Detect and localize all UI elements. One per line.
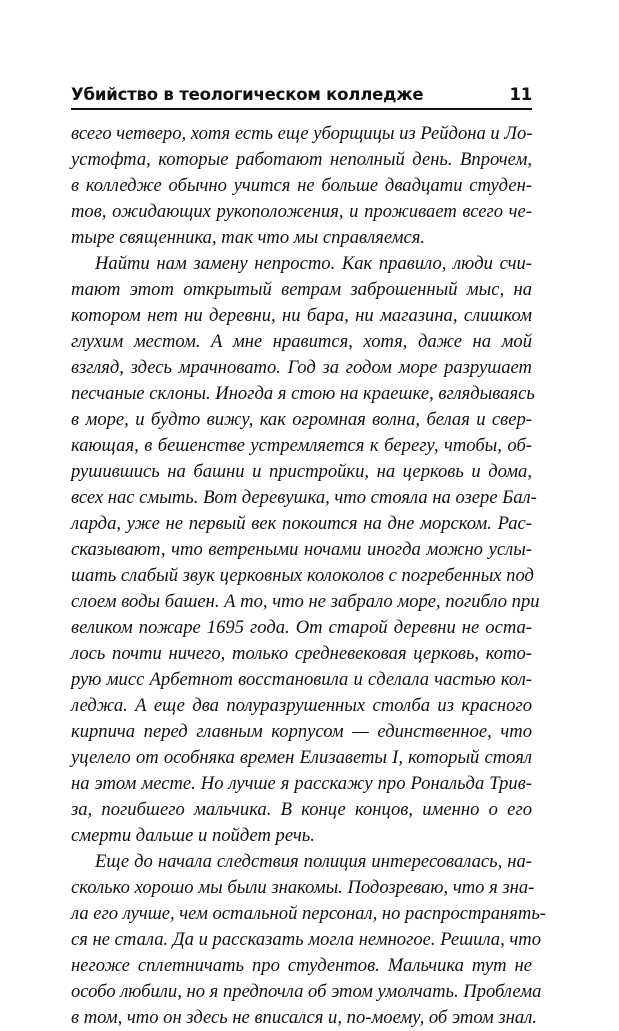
text-line: ся не стала. Да и рассказать могла немногое. Решила, что (71, 929, 541, 950)
book-title: Убийство в теологическом колледже (71, 85, 424, 104)
text-line: сказывают, что ветреными ночами иногда можно услы- (71, 539, 532, 560)
text-line: всех нас смыть. Вот деревушка, что стояла на озере Бал- (71, 487, 537, 508)
text-line: ла его лучше, чем остальной персонал, но распространять- (71, 903, 547, 924)
text-line: на этом месте. Но лучше я расскажу про Рональда Трив- (71, 773, 532, 794)
running-header (71, 82, 532, 104)
text-line: за, погибшего мальчика. В конце концов, именно о его (71, 799, 532, 820)
text-line: негоже сплетничать про студентов. Мальчика тут не (71, 955, 532, 976)
text-line: тов, ожидающих рукоположения, и проживает всего че- (71, 201, 532, 222)
text-line: глухим местом. А мне нравится, хотя, даже на мой (71, 331, 532, 352)
text-line: взгляд, здесь мрачновато. Год за годом море разрушает (71, 357, 532, 378)
text-line: в том, что он здесь не вписался и, по-моему, об этом знал. (71, 1007, 537, 1028)
text-line: в море, и будто вижу, как огромная волна, белая и свер- (71, 409, 532, 430)
text-line: Найти нам замену непросто. Как правило, люди счи- (95, 253, 532, 274)
text-line: рую мисс Арбетнот восстановила и сделала частью кол- (71, 669, 532, 690)
text-line: великом пожаре 1695 года. От старой деревни не оста- (71, 617, 532, 638)
text-line: всего четверо, хотя есть еще уборщицы из Рейдона и Ло- (71, 123, 533, 144)
text-line: уцелело от особняка времен Елизаветы I, который стоял (71, 747, 532, 768)
text-line: кирпича перед главным корпусом — единственное, что (71, 721, 532, 742)
text-line: особо любили, но я предпочла об этом умолчать. Проблема (71, 981, 542, 1002)
body-text (71, 121, 547, 1031)
text-line: сколько хорошо мы были знакомы. Подозреваю, что я зна- (71, 877, 535, 898)
text-line: устофта, которые работают неполный день. Впрочем, (71, 149, 532, 170)
text-line: котором нет ни деревни, ни бара, ни магазина, слишком (71, 305, 532, 326)
page-number: 11 (509, 85, 532, 104)
text-line: Еще до начала следствия полиция интересовалась, на- (95, 851, 532, 872)
text-line: лось почти ничего, только средневековая церковь, кото- (71, 643, 532, 664)
text-line: песчаные склоны. Иногда я стою на краешке, вглядываясь (71, 383, 535, 404)
text-line: ларда, уже не первый век покоится на дне морском. Рас- (71, 513, 532, 534)
text-line: в колледже обычно учится не больше двадцати студен- (71, 175, 532, 196)
text-line: леджа. А еще два полуразрушенных столба из красного (71, 695, 532, 716)
header-rule (71, 108, 532, 110)
text-line: смерти дальше и пойдет речь. (71, 825, 315, 846)
text-line: шать слабый звук церковных колоколов с погребенных под (71, 565, 534, 586)
text-line: кающая, в бешенстве устремляется к берегу, чтобы, об- (71, 435, 532, 456)
text-line: слоем воды башен. А то, что не забрало море, погибло при (71, 591, 540, 612)
text-line: рушившись на башни и пристройки, на церковь и дома, (71, 461, 532, 482)
text-line: тают этот открытый ветрам заброшенный мыс, на (71, 279, 532, 300)
text-line: тыре священника, так что мы справляемся. (71, 227, 426, 248)
